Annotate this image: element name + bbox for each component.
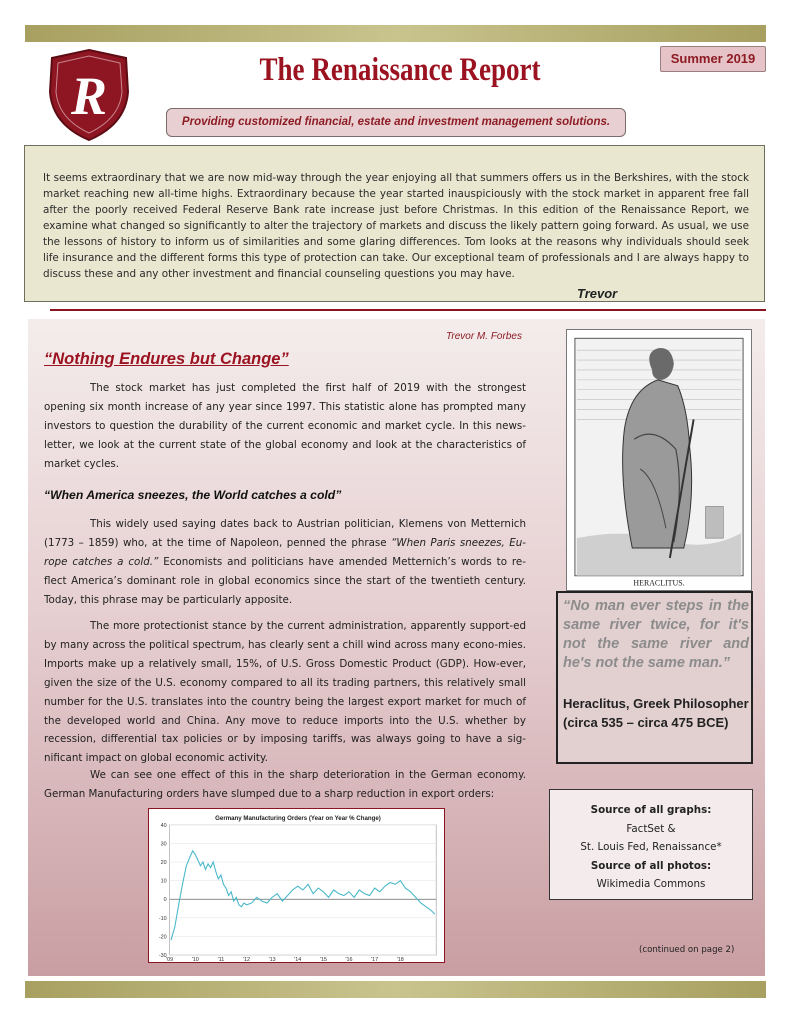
section-divider: [50, 309, 766, 311]
article-paragraph-1: The stock market has just completed the first half of 2019 with the strongest opening six month increase of any year since 1997. This statistic alone has prompted many investors to question the durability of the current economic and market cycle. In this news-letter, we look at the current state of the global economy and look at the characteristics of market cycles.: [44, 382, 526, 470]
chart-x-tick-label: '13: [268, 957, 276, 963]
article-paragraph-3: The more protectionist stance by the current administration, apparently support-ed by many across the political spectrum, has clearly sent a chill wind across many econo-mies. Imports make up a relatively small, 15%, of U.S. Gross Domestic Product (GDP). How-ever, given the size of the U.S. economy compared to all its trading partners, this relatively small number for the U.S. translates into the country being the largest export market for much of the developed world and China. Any move to reduce imports into the U.S. whether by recession, differential tax policies or by imposing tariffs, was always going to have a sig-nificant impact on global economic activity.: [44, 620, 526, 765]
chart-x-tick-label: '11: [217, 957, 225, 963]
bottom-decorative-bar: [25, 981, 766, 998]
continued-note: (continued on page 2): [639, 945, 735, 955]
intro-letter-box: [24, 145, 765, 302]
germany-orders-chart: [148, 808, 445, 963]
article-subheading: “When America sneezes, the World catches a cold”: [44, 488, 342, 502]
chart-series-line: [171, 851, 435, 940]
article-author: Trevor M. Forbes: [446, 331, 522, 342]
graphs-source-line-2: St. Louis Fed, Renaissance*: [580, 841, 722, 853]
chart-x-tick-label: '16: [345, 957, 353, 963]
chart-y-tick-label: 20: [160, 859, 167, 866]
article-heading: “Nothing Endures but Change”: [44, 350, 289, 368]
quote-box: [556, 591, 753, 764]
sources-box: [549, 789, 753, 900]
chart-y-tick-label: 0: [163, 897, 167, 904]
chart-y-tick-label: -10: [158, 915, 167, 922]
photos-source-line-1: Wikimedia Commons: [596, 878, 706, 890]
heraclitus-quote: “No man ever steps in the same river twice, for it's not the same river and he's not the same man.”: [563, 598, 749, 671]
quote-attribution: Heraclitus, Greek Philosopher (circa 535 – circa 475 BCE): [563, 696, 749, 730]
intro-signature: Trevor: [577, 286, 618, 301]
tagline-banner: Providing customized financial, estate and investment management solutions.: [166, 108, 626, 137]
chart-x-tick-label: '14: [294, 957, 302, 963]
chart-title: Germany Manufacturing Orders (Year on Year % Change): [215, 814, 381, 822]
article-paragraph-2: This widely used saying dates back to Austrian politician, Klemens von Metternich (1773 – 1859) who, at the time of Napoleon, penned the phrase “When Paris sneezes, Eu-rope catches a cold.” Economists and politicians have amended Metternich’s words to re-flect America’s dominant role in global economics since the start of the twentieth century. Today, this phrase may be particularly apposite.: [44, 518, 526, 606]
graphs-source-line-1: FactSet &: [626, 822, 676, 835]
season-badge: Summer 2019: [660, 46, 766, 72]
graphs-source-label: Source of all graphs:: [590, 804, 712, 816]
photos-source-label: Source of all photos:: [590, 859, 712, 872]
report-title: The Renaissance Report: [259, 52, 541, 88]
chart-x-tick-label: '15: [319, 957, 327, 963]
chart-y-tick-label: -20: [158, 934, 167, 941]
intro-text: It seems extraordinary that we are now mid-way through the year enjoying all that summers offers us in the Berkshires, with the stock market reaching new all-time highs. Extraordinary because the year started inauspiciously with the stock market in apparent free fall after the poorly received Federal Reserve Bank rate increase just before Christmas. In this edition of the Renaissance Report, we examine what changed so significantly to alter the trajectory of markets and discuss the likely pattern going forward. As usual, we use the lessons of history to inform us of similarities and some glaring differences. Tom looks at the reasons why individuals should seek life insurance and the different forms this type of protection can take. Our exceptional team of professionals and I are always happy to discuss these and any other investment and financial counseling questions you may have.: [43, 172, 749, 280]
heraclitus-engraving-photo: [566, 329, 752, 591]
chart-x-tick-label: '12: [243, 957, 251, 963]
chart-y-tick-label: 40: [160, 822, 167, 829]
top-decorative-bar: [25, 25, 766, 42]
chart-y-tick-label: 30: [160, 841, 167, 848]
chart-x-tick-label: '09: [166, 957, 174, 963]
chart-x-tick-label: '10: [191, 957, 199, 963]
renaissance-shield-logo: [46, 48, 132, 142]
logo-letter: R: [70, 66, 108, 126]
chart-y-tick-label: 10: [160, 878, 167, 885]
chart-y-tick-label: -30: [158, 953, 167, 960]
chart-x-tick-label: '18: [396, 957, 404, 963]
photo-caption: HERACLITUS.: [633, 578, 685, 588]
article-paragraph-4: We can see one effect of this in the sharp deterioration in the German economy. German Manufacturing orders have slumped due to a sharp reduction in export orders:: [44, 769, 526, 800]
chart-x-tick-label: '17: [371, 957, 379, 963]
